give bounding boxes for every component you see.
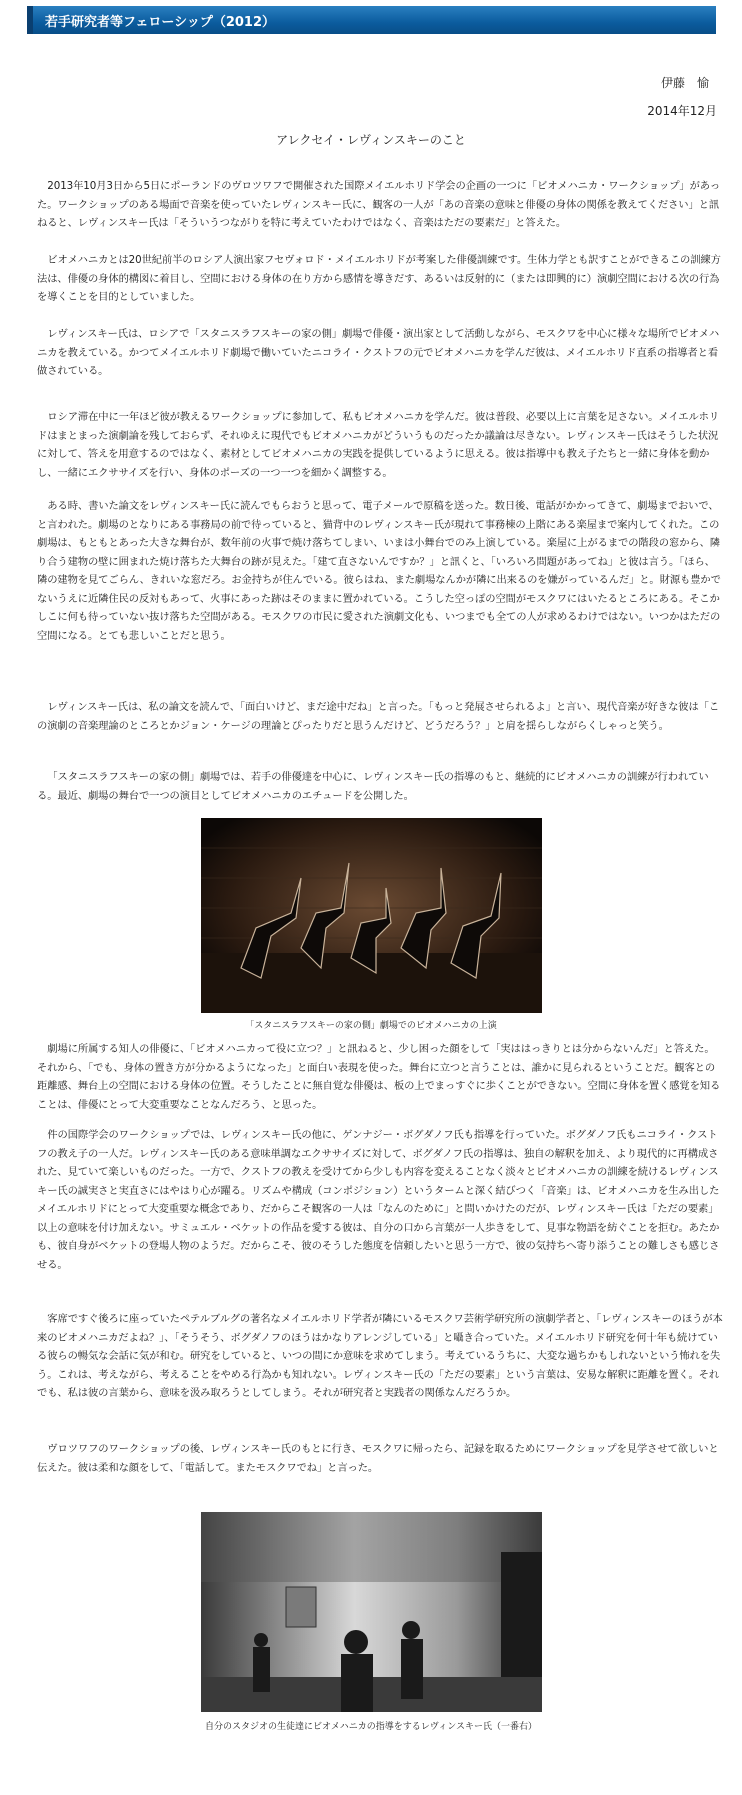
paragraph-10: 客席ですぐ後ろに座っていたペテルブルグの著名なメイエルホリド学者が隣にいるモスクワ芸術学研究所の演劇学者と、「レヴィンスキーのほうが本来のビオメハニカだよね？」、「そうそう、ボグダノフのほうはかなりアレンジしている」と囁き合っていた。メイエルホリド研究を何十年も続けている彼らの暢気な会話に気が和む。研究をしていると、いつの間にか意味を求めてしまう。考えているうちに、大変な過ちかもしれないという怖れを失う。これは、考えながら、考えることをやめる行為かも知れない。レヴィンスキー氏の「ただの要素」という言葉は、安易な解釈に距離を置く。それでも、私は彼の言葉から、意味を汲み取ろうとしてしまう。それが研究者と実践者の関係なんだろうか。 bbox=[37, 1313, 723, 1399]
paragraph-4: ロシア滞在中に一年ほど彼が教えるワークショップに参加して、私もビオメハニカを学んだ。彼は普段、必要以上に言葉を足さない。メイエルホリドはまとまった演劇論を残しておらず、それゆえに現代でもビオメハニカがどういうものだったか議論は尽きない。レヴィンスキー氏はそうした状況に対して、答えを用意するのではなく、素材としてビオメハニカの実践を提供しているように思える。彼は指導中も教え子たちと一緒に身体を動かし、一緒にエクササイズを行い、身体のポーズの一つ一つを細かく調整する。 bbox=[37, 411, 720, 479]
paragraph-11: ヴロツワフのワークショップの後、レヴィンスキー氏のもとに行き、モスクワに帰ったら、記録を取るためにワークショップを見学させて欲しいと伝えた。彼は柔和な顔をして、「電話して。またモスクワでね」と言った。 bbox=[37, 1443, 719, 1474]
paragraph-9: 件の国際学会のワークショップでは、レヴィンスキー氏の他に、ゲンナジー・ボグダノフ氏も指導を行っていた。ボグダノフ氏もニコライ・クストフの教え子の一人だ。レヴィンスキー氏のある意味単調なエクササイズに対して、ボグダノフ氏の指導は、独自の解釈を加え、より現代的に再構成された、見ていて楽しいものだった。一方で、クストフの教えを受けてから少しも内容を変えることなく淡々とビオメハニカの訓練を続けるレヴィンスキー氏の誠実さと実直さにはやはり心が躍る。リズムや構成（コンポジション）というタームと深く結びつく「音楽」は、ビオメハニカを生み出したメイエルホリドにとって大変重要な概念であり、だからこそ観客の一人は「なんのために」と問いかけたのだが、レヴィンスキー氏は「ただの要素」以上の意味を付け加えない。サミュエル・ベケットの作品を愛する彼は、自分の口から言葉が一人歩きをして、見事な物語を紡ぐことを拒む。あたかも、彼自身がベケットの登場人物のようだ。だからこそ、彼のそうした態度を信頼したいと思う一方で、彼の気持ちへ寄り添うことの難しさも感じさせる。 bbox=[37, 1129, 720, 1271]
photo-biomechanics-performance bbox=[201, 818, 542, 1013]
paragraph-1: 2013年10月3日から5日にポーランドのヴロツワフで開催された国際メイエルホリド学会の企画の一つに「ビオメハニカ・ワークショップ」があった。ワークショップのある場面で音楽を使っていたレヴィンスキー氏に、観客の一人が「あの音楽の意味と俳優の身体の関係を教えてください」と訊ねると、レヴィンスキー氏は「そういうつながりを特に考えていたわけではなく、音楽はただの要素だ」と答えた。 bbox=[37, 180, 721, 229]
paragraph-7: 「スタニスラフスキーの家の側」劇場では、若手の俳優達を中心に、レヴィンスキー氏の指導のもと、継続的にビオメハニカの訓練が行われている。最近、劇場の舞台で一つの演目としてビオメハニカのエチュードを公開した。 bbox=[37, 771, 709, 802]
photo-studio-lesson bbox=[201, 1512, 542, 1712]
article-title: アレクセイ・レヴィンスキーのこと bbox=[276, 133, 466, 147]
paragraph-8: 劇場に所属する知人の俳優に、「ビオメハニカって役に立つ？」と訊ねると、少し困った顔をして「実ははっきりとは分からないんだ」と答えた。それから、「でも、身体の置き方が分かるようになった」と面白い表現を使った。舞台に立つと言うことは、誰かに見られるということだ。観客との距離感、舞台上の空間における身体の位置。そうしたことに無自覚な俳優は、板の上でまっすぐに歩くことができない。空間に身体を置く感覚を知ることは、俳優にとって大変重要なことなんだろう、と思った。 bbox=[37, 1043, 721, 1111]
paragraph-5: ある時、書いた論文をレヴィンスキー氏に読んでもらおうと思って、電子メールで原稿を送った。数日後、電話がかかってきて、劇場までおいで、と言われた。劇場のとなりにある事務局の前で待っていると、猫背中のレヴィンスキー氏が現れて事務棟の上階にある楽屋まで案内してくれた。この劇場は、もともとあった大きな舞台が、数年前の火事で焼け落ちてしまい、いまは小舞台でのみ上演している。楽屋に上がるまでの階段の窓から、隣り合う建物の壁に囲まれた焼け落ちた大舞台の跡が見えた。「建て直さないんですか？」と訊くと、「いろいろ問題があってね」と彼は言う。「ほら、隣の建物を見てごらん、きれいな窓だろ。お金持ちが住んでいる。彼らはね、また劇場なんかが隣に出来るのを嫌がっているんだ」と。財源も豊かでないうえに近隣住民の反対もあって、火事にあった跡はそのままに置かれている。こうした空っぽの空間がモスクワにはいたるところにある。そこかしこに何も待っていない抜け落ちた空間がある。モスクワの市民に愛された演劇文化も、いつまでも全ての人が求めるわけではない。いつかはただの空間になる。とても悲しいことだと思う。 bbox=[37, 500, 721, 642]
paragraph-6: レヴィンスキー氏は、私の論文を読んで、「面白いけど、まだ途中だね」と言った。「もっと発展させられるよ」と言い、現代音楽が好きな彼は「この演劇の音楽理論のところとかジョン・ケージの理論とぴったりだと思うんだけど、どうだろう？」と肩を揺らしながらくしゃっと笑う。 bbox=[37, 701, 720, 732]
publication-date: 2014年12月 bbox=[647, 104, 717, 118]
header-title: 若手研究者等フェローシップ（2012） bbox=[45, 15, 276, 30]
paragraph-2: ビオメハニカとは20世紀前半のロシア人演出家フセヴォロド・メイエルホリドが考案した俳優訓練です。生体力学とも訳すことができるこの訓練方法は、俳優の身体的構図に着目し、空間における身体の在り方から感情を導きだす、あるいは反射的に（または即興的に）演劇空間における次の行為を導くことを目的としていました。 bbox=[37, 254, 721, 303]
photo-caption-2: 自分のスタジオの生徒達にビオメハニカの指導をするレヴィンスキー氏（一番右） bbox=[204, 1722, 537, 1732]
photo-caption-1: 「スタニスラフスキーの家の側」劇場でのビオメハニカの上演 bbox=[245, 1021, 497, 1031]
author-name: 伊藤 愉 bbox=[660, 76, 709, 90]
page-header-bar bbox=[27, 6, 716, 34]
paragraph-3: レヴィンスキー氏は、ロシアで「スタニスラフスキーの家の側」劇場で俳優・演出家として活動しながら、モスクワを中心に様々な場所でビオメハニカを教えている。かつてメイエルホリド劇場で働いていたニコライ・クストフの元でビオメハニカを学んだ彼は、メイエルホリド直系の指導者と看做されている。 bbox=[37, 328, 720, 377]
